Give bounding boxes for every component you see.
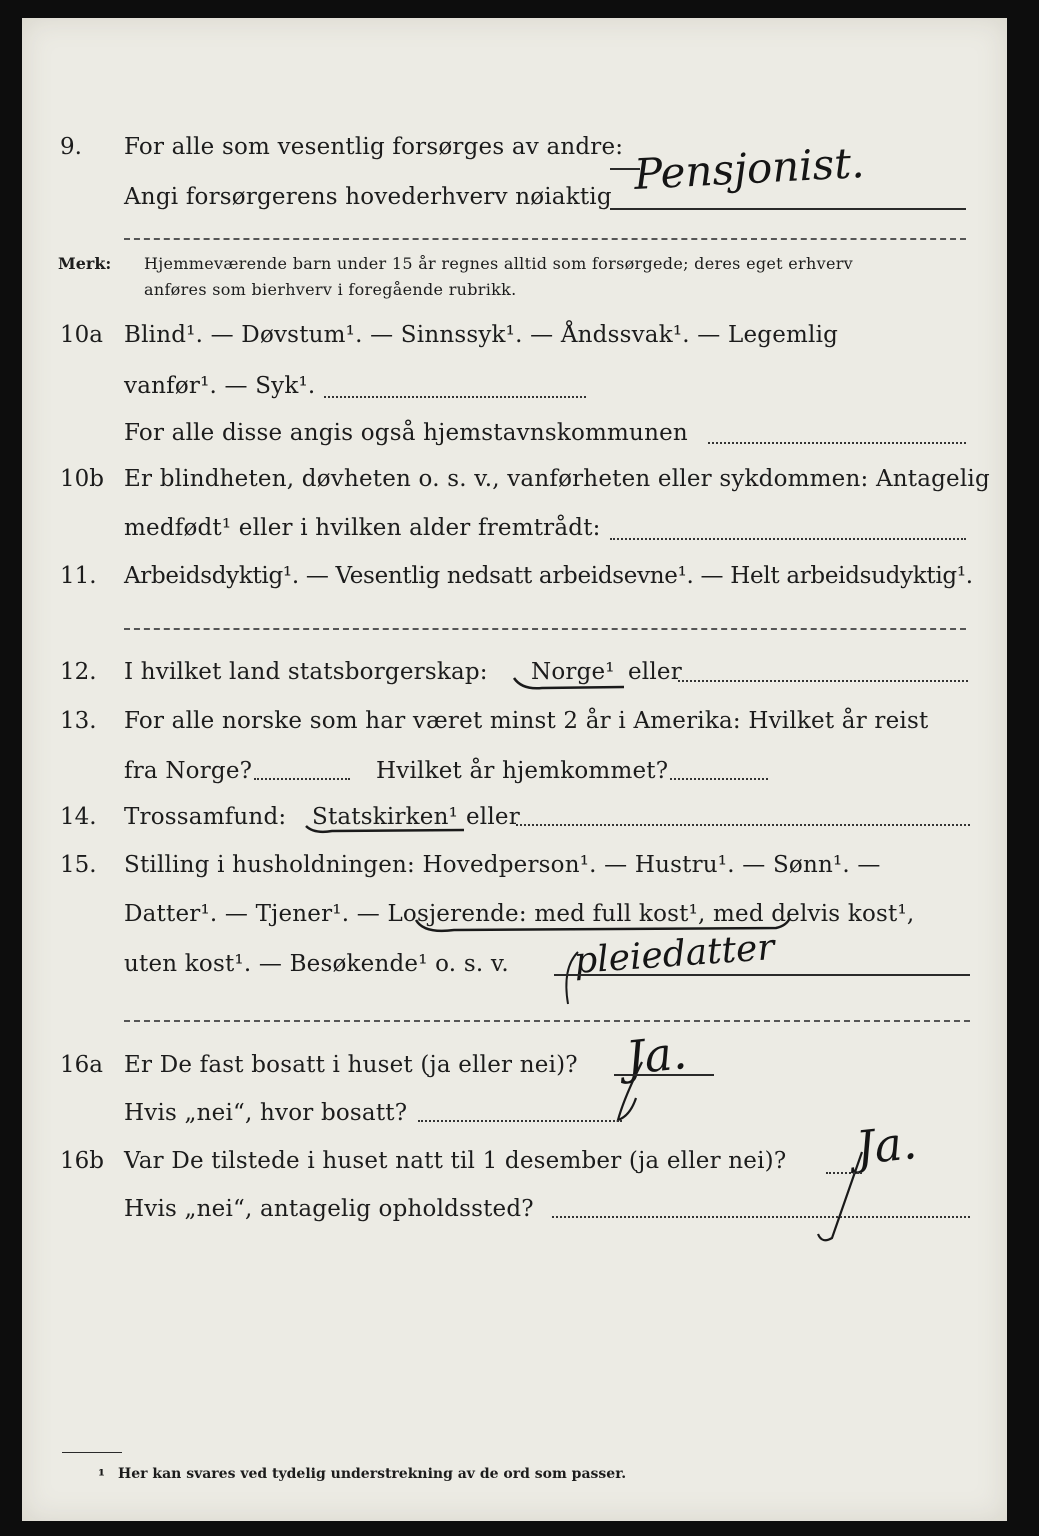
footnote-mark: ¹ xyxy=(98,1466,106,1485)
q16b-answer-field xyxy=(826,1172,862,1174)
q14-eller: eller xyxy=(466,804,520,830)
q14-statskirken-option: Statskirken¹ xyxy=(312,804,459,830)
merk-line2: anføres som bierhverv i foregående rubrikk. xyxy=(144,280,517,299)
q15-answer-line xyxy=(554,974,970,976)
q10a-line1: Blind¹. — Døvstum¹. — Sinnssyk¹. — Åndssvak¹. — Legemlig xyxy=(124,322,839,348)
q16b-number: 16b xyxy=(60,1148,104,1174)
q16a-line1: Er De fast bosatt i huset (ja eller nei)? xyxy=(124,1052,578,1078)
q16b-line1: Var De tilstede i huset natt til 1 desember (ja eller nei)? xyxy=(124,1148,787,1174)
q14-underline-mark xyxy=(302,818,472,838)
q10a-hjemstavn-field xyxy=(708,442,966,444)
q9-handwritten-answer: Pensjonist. xyxy=(632,138,866,199)
q15-line2: Datter¹. — Tjener¹. — Losjerende: med full kost¹, med delvis kost¹, xyxy=(124,901,915,927)
q14-label: Trossamfund: xyxy=(124,804,287,830)
q10a-syk-field xyxy=(324,396,586,398)
q13-hjemkommet-field xyxy=(670,778,768,780)
q16a-answer-line xyxy=(614,1074,714,1076)
q15-line1: Stilling i husholdningen: Hovedperson¹. — Hustru¹. — Sønn¹. — xyxy=(124,852,881,878)
q15-handwriting-stroke xyxy=(554,948,584,1008)
q12-field xyxy=(678,680,968,682)
q13-line2a: fra Norge? xyxy=(124,758,253,784)
q16a-number: 16a xyxy=(60,1052,103,1078)
q16b-line2: Hvis „nei“, antagelig opholdssted? xyxy=(124,1196,534,1222)
merk-label: Merk: xyxy=(58,254,112,273)
q12-eller: eller xyxy=(628,659,682,685)
q9-number: 9. xyxy=(60,134,82,160)
q10a-line3: For alle disse angis også hjemstavnskommunen xyxy=(124,420,688,446)
q16a-bosatt-field xyxy=(418,1120,622,1122)
q14-field xyxy=(516,824,970,826)
q9-extra-line xyxy=(124,238,966,240)
q14-number: 14. xyxy=(60,804,97,830)
merk-line1: Hjemmeværende barn under 15 år regnes alltid som forsørgede; deres eget erhverv xyxy=(144,254,853,273)
q16a-line2: Hvis „nei“, hvor bosatt? xyxy=(124,1100,408,1126)
q10a-line2: vanfør¹. — Syk¹. xyxy=(124,373,316,399)
q16a-handwriting-stroke xyxy=(610,1058,650,1128)
q11-line1: Arbeidsdyktig¹. — Vesentlig nedsatt arbeidsevne¹. — Helt arbeidsudyktig¹. xyxy=(124,563,973,589)
q15-number: 15. xyxy=(60,852,97,878)
q16a-handwritten-answer: Ja. xyxy=(623,1024,690,1086)
q10b-line1: Er blindheten, døvheten o. s. v., vanførheten eller sykdommen: Antagelig xyxy=(124,466,990,492)
q10b-line2: medfødt¹ eller i hvilken alder fremtrådt: xyxy=(124,515,601,541)
q12-number: 12. xyxy=(60,659,97,685)
q15-extra-line xyxy=(124,1020,970,1022)
q13-line2b: Hvilket år hjemkommet? xyxy=(376,758,669,784)
q15-line3: uten kost¹. — Besøkende¹ o. s. v. xyxy=(124,951,509,977)
q16b-handwritten-answer: Ja. xyxy=(853,1114,920,1176)
q13-line1: For alle norske som har været minst 2 år i Amerika: Hvilket år reist xyxy=(124,708,929,734)
q12-norge-option: Norge¹ xyxy=(531,659,615,685)
q13-number: 13. xyxy=(60,708,97,734)
footnote-rule xyxy=(62,1452,122,1453)
footnote-text: Her kan svares ved tydelig understrekning av de ord som passer. xyxy=(118,1466,627,1482)
q11-number: 11. xyxy=(60,563,97,589)
q10b-field xyxy=(610,538,966,540)
q10b-number: 10b xyxy=(60,466,104,492)
q12-underline-mark xyxy=(512,674,632,694)
census-form-page xyxy=(22,18,1007,1521)
q16b-opholdssted-field xyxy=(552,1216,970,1218)
q9-line1: For alle som vesentlig forsørges av andre: xyxy=(124,134,624,160)
q10a-number: 10a xyxy=(60,322,103,348)
q9-answer-line-2 xyxy=(610,208,966,210)
q9-line2: Angi forsørgerens hovederhverv nøiaktig xyxy=(124,184,612,210)
q16b-handwriting-stroke xyxy=(812,1148,872,1248)
q12-line1: I hvilket land statsborgerskap: xyxy=(124,659,488,685)
q13-reist-field xyxy=(254,778,350,780)
q9-answer-line-1 xyxy=(610,168,640,170)
q15-handwritten-answer: pleiedatter xyxy=(572,927,776,982)
q11-extra-line xyxy=(124,628,966,630)
